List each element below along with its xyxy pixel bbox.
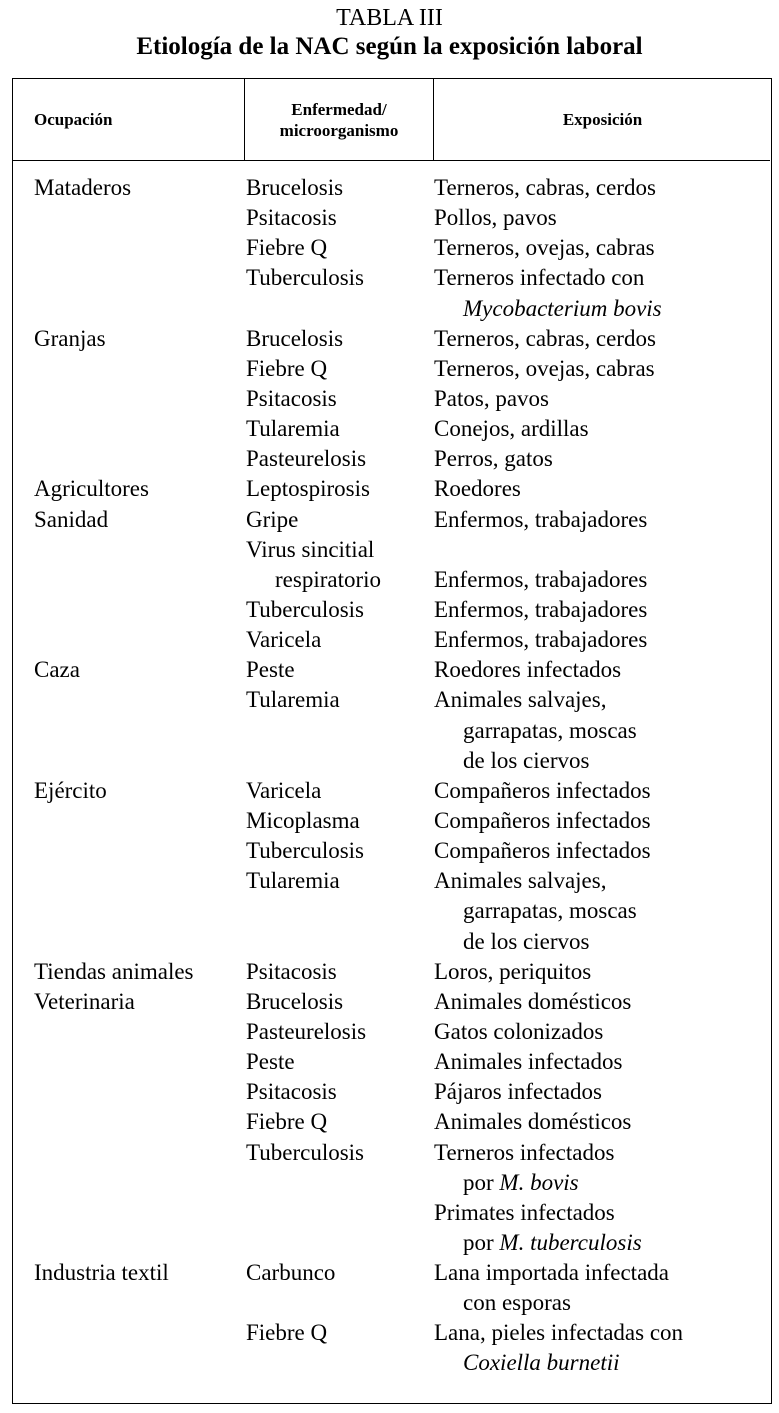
cell-exposicion: Compañeros infectados: [434, 838, 651, 864]
cell-exposicion-text: garrapatas, moscas: [463, 898, 637, 924]
cell-exposicion: Enfermos, trabajadores: [434, 506, 648, 532]
cell-enfermedad: Brucelosis: [246, 175, 344, 200]
cell-exposicion: [434, 927, 589, 957]
table-row: [13, 836, 770, 866]
table-body: [13, 173, 770, 1379]
cell-enfermedad: Tularemia: [246, 416, 340, 442]
table-title-block: [0, 4, 779, 62]
cell-enfermedad: Fiebre Q: [246, 355, 328, 381]
table-row: [13, 866, 770, 896]
cell-exposicion-italic: M. bovis: [499, 1169, 579, 1195]
cell-enfermedad: Fiebre Q: [246, 1109, 328, 1135]
cell-exposicion: Compañeros infectados: [434, 807, 651, 833]
table-row: [13, 414, 770, 444]
cell-exposicion: Animales salvajes,: [434, 687, 607, 713]
cell-exposicion-continuation: [463, 1170, 579, 1195]
header-enfermedad-line2: microorganismo: [279, 120, 399, 140]
cell-enfermedad: Pasteurelosis: [246, 1018, 367, 1044]
table-row: [13, 233, 770, 263]
cell-exposicion-continuation: [463, 929, 589, 954]
cell-enfermedad: Psitacosis: [246, 958, 337, 984]
table-row: [13, 716, 770, 746]
cell-enfermedad: Peste: [246, 657, 295, 683]
cell-exposicion: [434, 1228, 642, 1258]
cell-ocupacion: Mataderos: [34, 175, 132, 200]
cell-exposicion-italic: Coxiella burnetii: [463, 1350, 620, 1376]
cell-ocupacion: Tiendas animales: [34, 958, 194, 984]
cell-exposicion: Terneros, cabras, cerdos: [434, 175, 656, 200]
cell-exposicion: Animales infectados: [434, 1049, 623, 1075]
cell-exposicion: Terneros, ovejas, cabras: [434, 355, 655, 381]
table-row: [13, 444, 770, 474]
cell-enfermedad: Micoplasma: [246, 807, 360, 833]
cell-exposicion-continuation: [463, 1290, 571, 1315]
cell-enfermedad: Psitacosis: [246, 205, 337, 231]
cell-ocupacion: Industria textil: [34, 1260, 169, 1286]
cell-exposicion-continuation: [463, 898, 637, 923]
cell-enfermedad: Leptospirosis: [246, 476, 370, 502]
header-enfermedad-line1: Enfermedad/: [291, 99, 387, 119]
table-row: [13, 1047, 770, 1077]
table-row: [13, 1168, 770, 1198]
table-row: [13, 173, 770, 203]
cell-exposicion: Enfermos, trabajadores: [434, 566, 648, 592]
cell-enfermedad: Varicela: [246, 627, 322, 653]
table-row: [13, 1138, 770, 1168]
table-row: [13, 957, 770, 987]
table-row: [13, 535, 770, 565]
table-row: [13, 655, 770, 685]
cell-enfermedad: Carbunco: [246, 1260, 336, 1286]
cell-exposicion: Terneros infectados: [434, 1139, 615, 1165]
cell-ocupacion: Veterinaria: [34, 988, 135, 1014]
cell-enfermedad: Tuberculosis: [246, 838, 364, 864]
table-row: [13, 1077, 770, 1107]
cell-exposicion-italic: Mycobacterium bovis: [463, 295, 662, 321]
cell-exposicion: Conejos, ardillas: [434, 416, 589, 442]
header-enfermedad: [246, 79, 432, 160]
cell-exposicion: Lana, pieles infectadas con: [434, 1320, 684, 1346]
cell-exposicion-continuation: [463, 718, 637, 743]
table-row: [13, 685, 770, 715]
table-row: [13, 354, 770, 384]
table-row: [13, 927, 770, 957]
cell-exposicion: [434, 896, 637, 926]
table-row: [13, 384, 770, 414]
cell-enfermedad: Virus sincitial: [246, 536, 375, 562]
cell-exposicion: Perros, gatos: [434, 446, 553, 472]
cell-enfermedad: Fiebre Q: [246, 235, 328, 261]
cell-exposicion: Lana importada infectada: [434, 1260, 669, 1286]
cell-exposicion-text: de los ciervos: [463, 928, 590, 954]
table-row: [13, 324, 770, 354]
table-row: [13, 1258, 770, 1288]
cell-exposicion: Terneros infectado con: [434, 265, 645, 291]
cell-exposicion: Animales domésticos: [434, 1109, 632, 1135]
table-row: [13, 1017, 770, 1047]
cell-exposicion: [434, 716, 637, 746]
table-row: [13, 1228, 770, 1258]
cell-ocupacion: Ejército: [34, 777, 107, 803]
cell-exposicion: Terneros, ovejas, cabras: [434, 235, 655, 261]
cell-enfermedad: Varicela: [246, 777, 322, 803]
cell-exposicion: [434, 1348, 620, 1378]
table-row: [13, 1348, 770, 1378]
cell-enfermedad-continuation: respiratorio: [275, 566, 382, 592]
table-row: [13, 1198, 770, 1228]
table-row: [13, 806, 770, 836]
cell-enfermedad: Tularemia: [246, 687, 340, 713]
cell-exposicion: Enfermos, trabajadores: [434, 596, 648, 622]
cell-exposicion-continuation: [463, 748, 589, 773]
cell-enfermedad: Psitacosis: [246, 1079, 337, 1105]
cell-enfermedad: Tuberculosis: [246, 596, 364, 622]
cell-exposicion: Patos, pavos: [434, 385, 549, 411]
table-row: [13, 595, 770, 625]
cell-exposicion-italic: M. tuberculosis: [499, 1229, 642, 1255]
cell-enfermedad: Tularemia: [246, 868, 340, 894]
cell-enfermedad: Gripe: [246, 506, 299, 532]
table-row: [13, 1107, 770, 1137]
table-row: [13, 625, 770, 655]
cell-enfermedad: Pasteurelosis: [246, 446, 367, 472]
cell-enfermedad: [246, 565, 381, 595]
table-row: [13, 505, 770, 535]
cell-exposicion: Pájaros infectados: [434, 1079, 602, 1105]
table-row: [13, 896, 770, 926]
table-row: [13, 746, 770, 776]
cell-exposicion: Animales salvajes,: [434, 868, 607, 894]
cell-exposicion: [434, 1168, 579, 1198]
header-divider-1: [244, 79, 245, 160]
table-row: [13, 294, 770, 324]
header-divider-2: [433, 79, 434, 160]
cell-ocupacion: Caza: [34, 657, 80, 683]
table-row: [13, 1318, 770, 1348]
cell-enfermedad: Brucelosis: [246, 325, 344, 351]
cell-ocupacion: Sanidad: [34, 506, 109, 532]
cell-exposicion: Terneros, cabras, cerdos: [434, 325, 656, 351]
table-row: [13, 987, 770, 1017]
table-row: [13, 203, 770, 233]
header-exposicion: Exposición: [562, 110, 643, 129]
cell-exposicion: Primates infectados: [434, 1199, 615, 1225]
cell-exposicion: Enfermos, trabajadores: [434, 627, 648, 653]
cell-exposicion-text: por: [463, 1169, 500, 1195]
cell-exposicion: [434, 294, 662, 324]
table-frame: [12, 78, 772, 1404]
table-row: [13, 263, 770, 293]
cell-exposicion: [434, 1288, 571, 1318]
cell-enfermedad: Tuberculosis: [246, 265, 364, 291]
cell-exposicion-text: de los ciervos: [463, 747, 590, 773]
cell-enfermedad: Fiebre Q: [246, 1320, 328, 1346]
cell-enfermedad: Psitacosis: [246, 385, 337, 411]
cell-exposicion: Gatos colonizados: [434, 1018, 604, 1044]
cell-ocupacion: Agricultores: [34, 476, 149, 502]
cell-exposicion: [434, 746, 589, 776]
table-row: [13, 776, 770, 806]
table-header-row: [13, 79, 770, 161]
cell-exposicion: Pollos, pavos: [434, 205, 557, 231]
cell-exposicion: Compañeros infectados: [434, 777, 651, 803]
cell-exposicion: Roedores infectados: [434, 657, 622, 683]
table-row: [13, 565, 770, 595]
table-number: TABLA III: [336, 5, 443, 31]
table-title: Etiología de la NAC según la exposición laboral: [136, 33, 643, 60]
header-ocupacion: Ocupación: [34, 110, 113, 129]
cell-exposicion: Loros, periquitos: [434, 958, 592, 984]
cell-ocupacion: Granjas: [34, 325, 106, 351]
cell-enfermedad: Peste: [246, 1049, 295, 1075]
cell-enfermedad: Brucelosis: [246, 988, 344, 1014]
cell-exposicion-text: garrapatas, moscas: [463, 717, 637, 743]
table-row: [13, 1288, 770, 1318]
cell-enfermedad: Tuberculosis: [246, 1139, 364, 1165]
cell-exposicion-text: con esporas: [463, 1290, 571, 1316]
cell-exposicion-text: por: [463, 1229, 500, 1255]
cell-exposicion: Roedores: [434, 476, 521, 502]
cell-exposicion-continuation: [463, 1230, 642, 1255]
cell-exposicion: Animales domésticos: [434, 988, 632, 1014]
table-row: [13, 474, 770, 504]
